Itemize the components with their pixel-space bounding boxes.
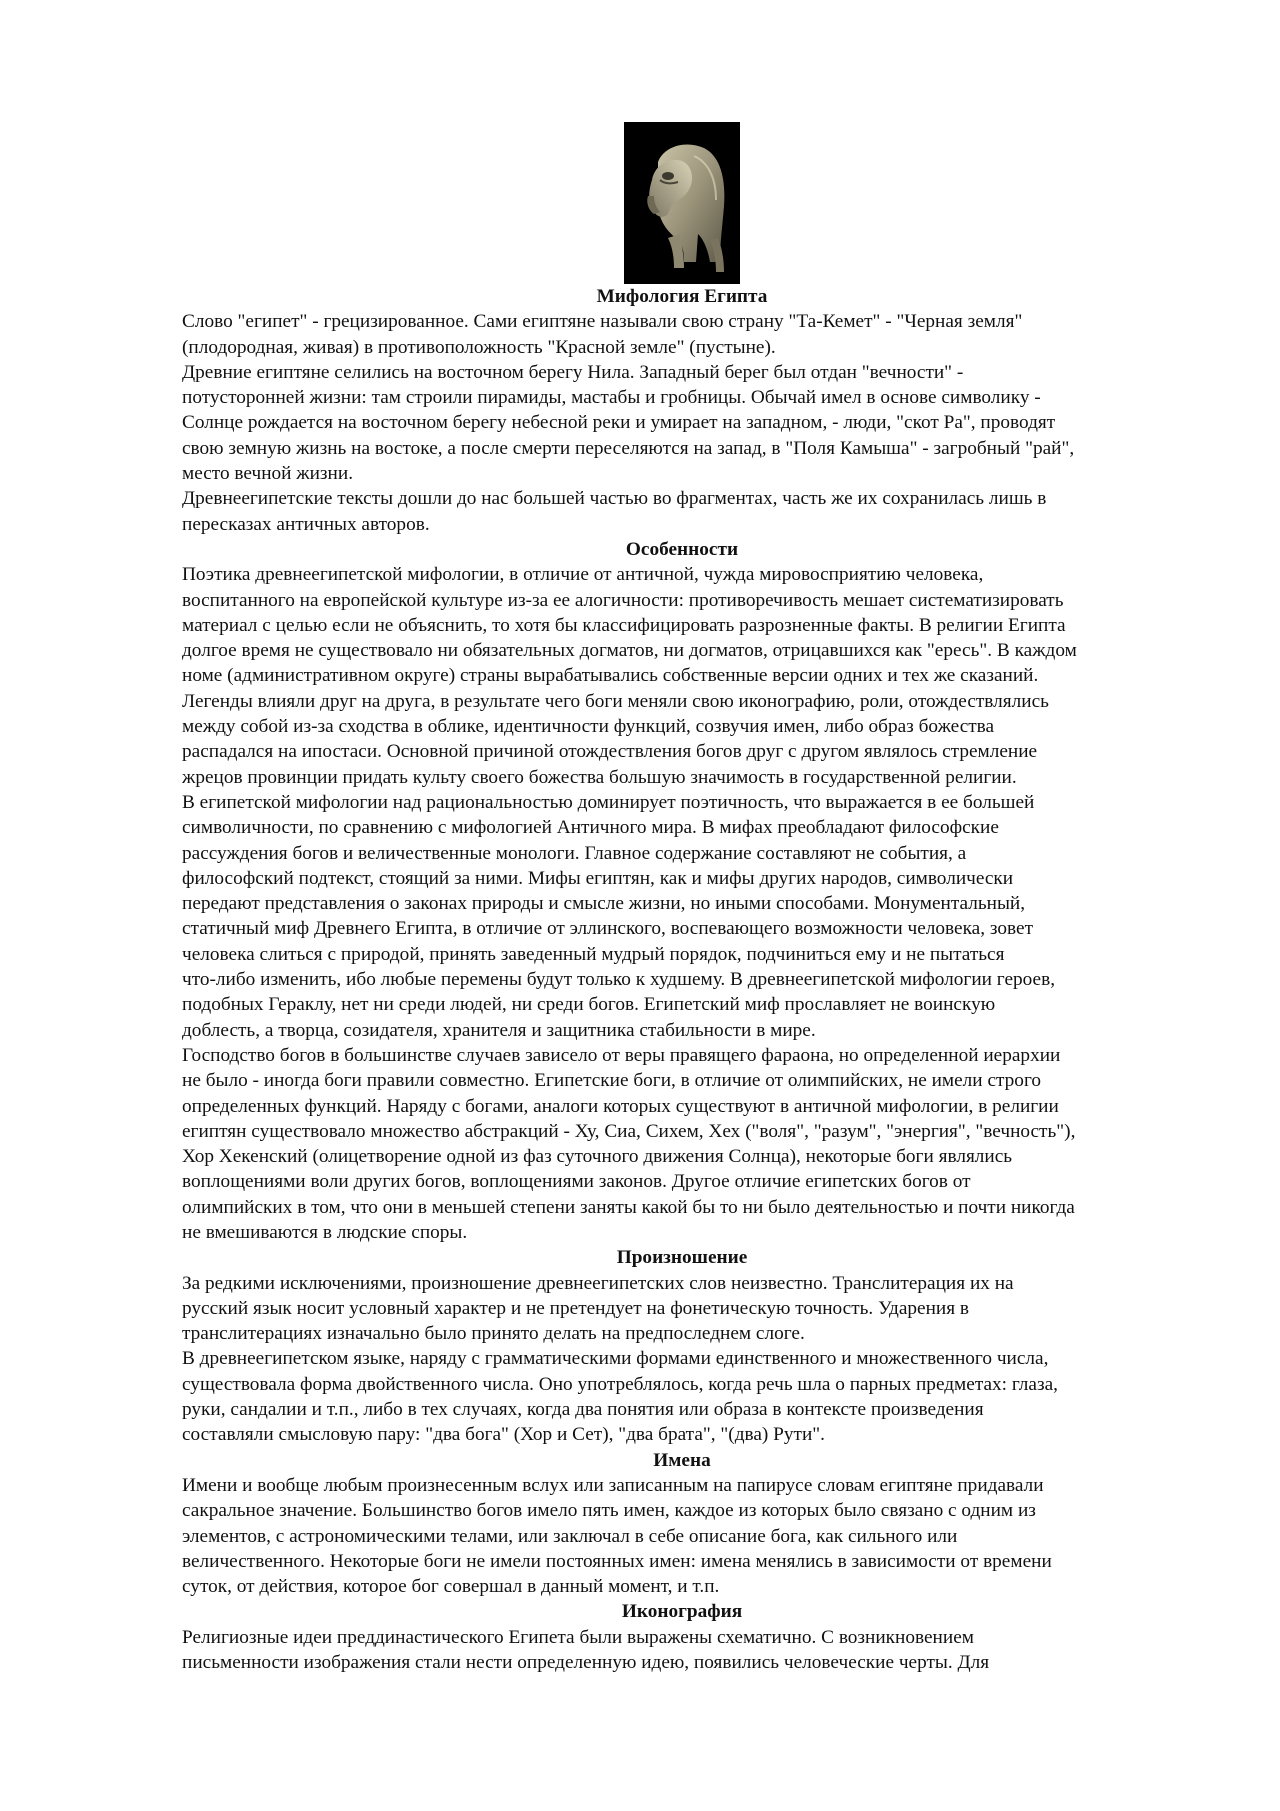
paragraph — [182, 1346, 1182, 1447]
text-line: русский язык носит условный характер и не претендует на фонетическую точность. Ударения в — [182, 1297, 970, 1319]
text-line: статичный миф Древнего Египта, в отличие от эллинского, воспевающего возможности человека, зовет — [182, 918, 1033, 940]
text-line: письменности изображения стали нести определенную идею, появились человеческие черты. Для — [182, 1652, 990, 1674]
paragraph — [182, 790, 1182, 1043]
text-line: Слово "египет" - грецизированное. Сами египтяне называли свою страну "Та-Кемет" - "Черная земля" — [182, 311, 1023, 333]
text-line: воплощениями воли других богов, воплощениями законов. Другое отличие египетских богов от — [182, 1171, 971, 1193]
section-heading: Мифология Египта — [596, 286, 768, 307]
paragraph — [182, 1625, 1182, 1676]
text-line: пересказах античных авторов. — [182, 513, 430, 535]
text-line: между собой из-за сходства в облике, идентичности функций, созвучия имен, либо образ божества — [182, 716, 995, 738]
text-line: Господство богов в большинстве случаев зависело от веры правящего фараона, но определенной иерархии — [182, 1044, 1061, 1066]
text-line: Хор Хекенский (олицетворение одной из фаз суточного движения Солнца), некоторые боги являлись — [182, 1146, 1013, 1168]
text-line: жрецов провинции придать культу своего божества большую значимость в государственной религии. — [182, 766, 1017, 788]
text-line: передают представления о законах природы и смысле жизни, но иными способами. Монументальный, — [182, 893, 1026, 915]
text-line: место вечной жизни. — [182, 463, 354, 485]
text-line: символичности, по сравнению с мифологией Античного мира. В мифах преобладают философские — [182, 817, 999, 839]
paragraph — [182, 486, 1182, 537]
text-line: олимпийских в том, что они в меньшей степени заняты какой бы то ни было деятельностью и почти никогда — [182, 1196, 1075, 1218]
text-line: (плодородная, живая) в противоположность "Красной земле" (пустыне). — [182, 336, 776, 358]
text-line: В древнеегипетском языке, наряду с грамматическими формами единственного и множественного числа, — [182, 1348, 1049, 1370]
text-line: элементов, с астрономическими телами, или заключал в себе описание бога, как сильного или — [182, 1525, 958, 1547]
text-line: египтян существовало множество абстракций - Ху, Сиа, Сихем, Хех ("воля", "разум", "энергия", "вечность"), — [182, 1120, 1076, 1142]
paragraph — [182, 562, 1182, 790]
text-line: транслитерациях изначально было принято делать на предпоследнем слоге. — [182, 1323, 805, 1345]
text-line: определенных функций. Наряду с богами, аналоги которых существуют в античной мифологии, в религии — [182, 1095, 1059, 1117]
text-line: Имени и вообще любым произнесенным вслух или записанным на папирусе словам египтяне придавали — [182, 1474, 1044, 1496]
text-line: Легенды влияли друг на друга, в результате чего боги меняли свою иконографию, роли, отождествлялись — [182, 690, 1049, 712]
horus-head-image — [624, 122, 740, 284]
text-line: сакральное значение. Большинство богов имело пять имен, каждое из которых было связано с одним из — [182, 1500, 1036, 1522]
text-line: потусторонней жизни: там строили пирамиды, мастабы и гробницы. Обычай имел в основе символику - — [182, 387, 1041, 409]
text-line: подобных Гераклу, нет ни среди людей, ни среди богов. Египетский миф прославляет не воинскую — [182, 994, 996, 1016]
text-line: материал с целью если не объяснить, то хотя бы классифицировать разрозненные факты. В религии Египта — [182, 614, 1066, 636]
text-line: Древние египтяне селились на восточном берегу Нила. Западный берег был отдан "вечности" - — [182, 361, 964, 383]
document-page — [182, 122, 1182, 1675]
text-line: суток, от действия, которое бог совершал в данный момент, и т.п. — [182, 1576, 720, 1598]
text-line: руки, сандалии и т.п., либо в тех случаях, когда два понятия или образа в контексте произведения — [182, 1399, 984, 1421]
paragraph — [182, 1271, 1182, 1347]
section-heading: Иконография — [621, 1601, 743, 1623]
text-line: величественного. Некоторые боги не имели постоянных имен: имена менялись в зависимости от времени — [182, 1550, 1052, 1572]
paragraph — [182, 309, 1182, 360]
text-line: существовала форма двойственного числа. Оно употреблялось, когда речь шла о парных предметах: глаза, — [182, 1373, 1058, 1395]
text-line: За редкими исключениями, произношение древнеегипетских слов неизвестно. Транслитерация их на — [182, 1272, 1014, 1294]
text-line: не вмешиваются в людские споры. — [182, 1221, 468, 1243]
paragraph — [182, 1043, 1182, 1245]
paragraph — [182, 1473, 1182, 1599]
text-line: рассуждения богов и величественные монологи. Главное содержание составляют не события, а — [182, 842, 967, 864]
text-line: В египетской мифологии над рациональностью доминирует поэтичность, что выражается в ее большей — [182, 791, 1035, 813]
text-line: человека слиться с природой, принять заведенный мудрый порядок, подчиниться ему и не пытаться — [182, 943, 1005, 965]
text-line: воспитанного на европейской культуре из-за ее алогичности: противоречивость мешает систематизировать — [182, 589, 1064, 611]
section-heading: Особенности — [625, 538, 739, 560]
text-line: распадался на ипостаси. Основной причиной отождествления богов друг с другом являлось стремление — [182, 741, 1038, 763]
text-line: свою земную жизнь на востоке, а после смерти переселяются на запад, в "Поля Камыша" - загробный "рай", — [182, 437, 1075, 459]
section-heading: Произношение — [616, 1247, 748, 1269]
text-line: доблесть, а творца, созидателя, хранителя и защитника стабильности в мире. — [182, 1019, 816, 1041]
text-line: составляли смысловую пару: "два бога" (Хор и Сет), "два брата", "(два) Рути". — [182, 1424, 825, 1446]
paragraph — [182, 360, 1182, 486]
text-line: философский подтекст, стоящий за ними. Мифы египтян, как и мифы других народов, символически — [182, 867, 1014, 889]
horus-head-icon — [624, 122, 740, 284]
text-line: номе (административном округе) страны вырабатывались собственные версии одних и тех же сказаний. — [182, 665, 1039, 687]
text-line: что-либо изменить, ибо любые перемены будут только к худшему. В древнеегипетской мифологии героев, — [182, 969, 1056, 991]
text-line: не было - иногда боги правили совместно. Египетские боги, в отличие от олимпийских, не имели строго — [182, 1070, 1042, 1092]
text-line: Солнце рождается на восточном берегу небесной реки и умирает на западном, - люди, "скот Ра", проводят — [182, 412, 1056, 434]
section-heading: Имена — [653, 1449, 711, 1471]
text-line: долгое время не существовало ни обязательных догматов, ни догматов, отрицавшихся как "ересь". В каждом — [182, 640, 1077, 662]
text-line: Поэтика древнеегипетской мифологии, в отличие от античной, чужда мировосприятию человека, — [182, 564, 984, 586]
text-line: Религиозные идеи преддинастического Египета были выражены схематично. С возникновением — [182, 1626, 974, 1648]
document-body — [182, 284, 1182, 1675]
text-line: Древнеегипетские тексты дошли до нас большей частью во фрагментах, часть же их сохранилась лишь в — [182, 488, 1047, 510]
